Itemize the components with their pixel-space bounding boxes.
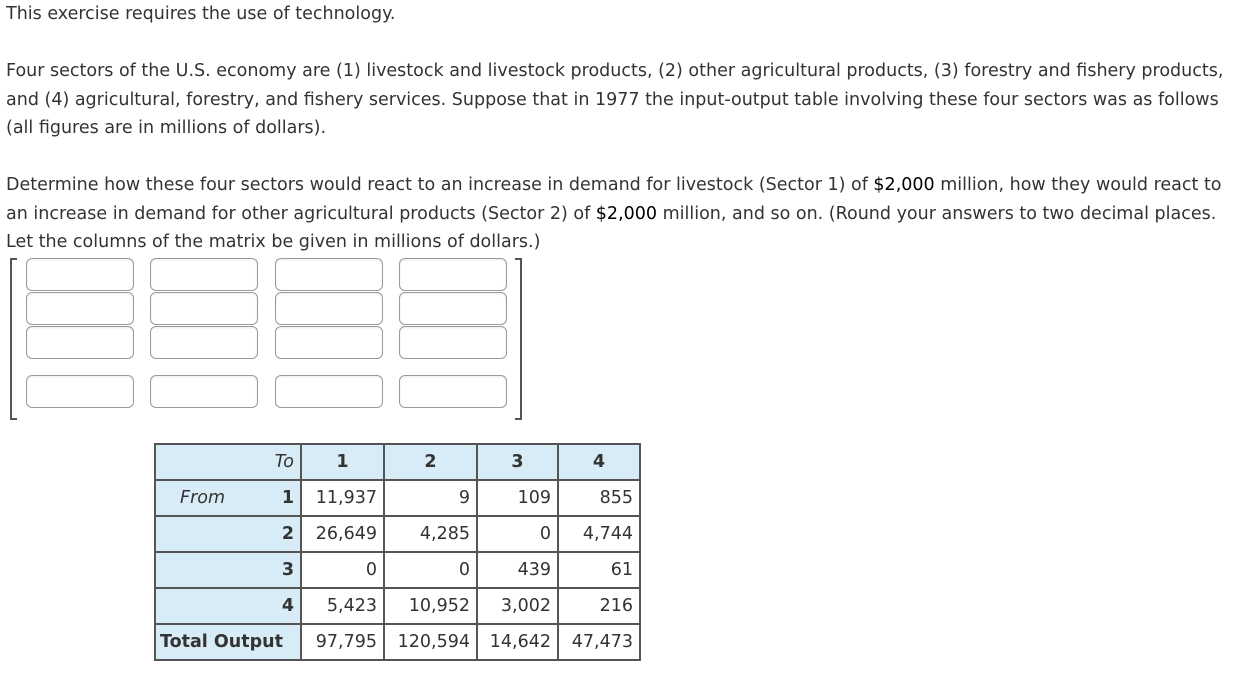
answer-matrix [10, 258, 522, 420]
total-output-row [155, 624, 640, 660]
problem-description: Four sectors of the U.S. economy are (1) livestock and livestock products, (2) other agricultural products, (3) forestry and fishery products, and (4) agricultural, forestry, and fishery services. Suppose that in 1977 the input-output table involving these four sectors was as follows (all figures are in millions of dollars). [6, 61, 1224, 138]
table-header-row [155, 444, 640, 480]
table-cell: 9 [384, 480, 477, 516]
matrix-cell-r4-c2[interactable] [150, 375, 258, 408]
column-header: 2 [384, 444, 477, 480]
instructions-part2: million, how they would react to an increase in demand for other agricultural products (Sector 2) of [6, 175, 1222, 224]
table-row [155, 480, 640, 516]
instructions-part3: million, and so on. (Round your answers to two decimal places. Let the columns of the matrix be given in millions of dollars.) [6, 203, 1217, 252]
matrix-cell-r2-c3[interactable] [275, 292, 383, 325]
intro-text: This exercise requires the use of technology. [6, 4, 396, 24]
matrix-right-bracket [515, 258, 522, 420]
matrix-cell-r3-c4[interactable] [399, 326, 507, 359]
row-header [155, 552, 301, 588]
input-output-table [154, 443, 641, 661]
table-cell: 4,744 [558, 516, 640, 552]
matrix-cell-r2-c4[interactable] [399, 292, 507, 325]
instructions-part1: Determine how these four sectors would react to an increase in demand for livestock (Sector 1) of [6, 175, 874, 195]
matrix-cell-r4-c3[interactable] [275, 375, 383, 408]
total-cell: 120,594 [384, 624, 477, 660]
table-cell: 5,423 [301, 588, 384, 624]
matrix-cell-r3-c2[interactable] [150, 326, 258, 359]
demand-amount-1: $2,000 [873, 175, 935, 195]
matrix-cell-r1-c2[interactable] [150, 258, 258, 291]
total-cell: 97,795 [301, 624, 384, 660]
matrix-cell-r1-c3[interactable] [275, 258, 383, 291]
matrix-cell-r3-c1[interactable] [26, 326, 134, 359]
column-header: 1 [301, 444, 384, 480]
matrix-left-bracket [10, 258, 17, 420]
table-cell: 0 [301, 552, 384, 588]
matrix-cell-r1-c1[interactable] [26, 258, 134, 291]
row-header [155, 480, 301, 516]
table-cell: 0 [477, 516, 558, 552]
matrix-cell-r2-c1[interactable] [26, 292, 134, 325]
table-cell: 10,952 [384, 588, 477, 624]
table-cell: 11,937 [301, 480, 384, 516]
table-cell: 109 [477, 480, 558, 516]
matrix-cell-r4-c1[interactable] [26, 375, 134, 408]
row-sector-number: 1 [281, 488, 294, 508]
matrix-cell-r4-c4[interactable] [399, 375, 507, 408]
matrix-cell-r2-c2[interactable] [150, 292, 258, 325]
to-label: To [155, 444, 301, 480]
table-cell: 855 [558, 480, 640, 516]
matrix-cell-r1-c4[interactable] [399, 258, 507, 291]
demand-amount-2: $2,000 [595, 203, 658, 224]
problem-instructions [6, 171, 1236, 257]
table-cell: 439 [477, 552, 558, 588]
table-cell: 61 [558, 552, 640, 588]
total-output-label: Total Output [155, 624, 301, 660]
row-sector-number: 2 [281, 524, 294, 544]
total-cell: 47,473 [558, 624, 640, 660]
from-label: From [180, 488, 226, 508]
table-row [155, 516, 640, 552]
table-row [155, 552, 640, 588]
column-header: 4 [558, 444, 640, 480]
table-cell: 216 [558, 588, 640, 624]
table-cell: 26,649 [301, 516, 384, 552]
total-cell: 14,642 [477, 624, 558, 660]
table-cell: 0 [384, 552, 477, 588]
row-header [155, 588, 301, 624]
matrix-cell-r3-c3[interactable] [275, 326, 383, 359]
table-cell: 3,002 [477, 588, 558, 624]
table-row [155, 588, 640, 624]
row-sector-number: 4 [281, 596, 294, 616]
row-sector-number: 3 [281, 560, 294, 580]
column-header: 3 [477, 444, 558, 480]
row-header [155, 516, 301, 552]
table-cell: 4,285 [384, 516, 477, 552]
